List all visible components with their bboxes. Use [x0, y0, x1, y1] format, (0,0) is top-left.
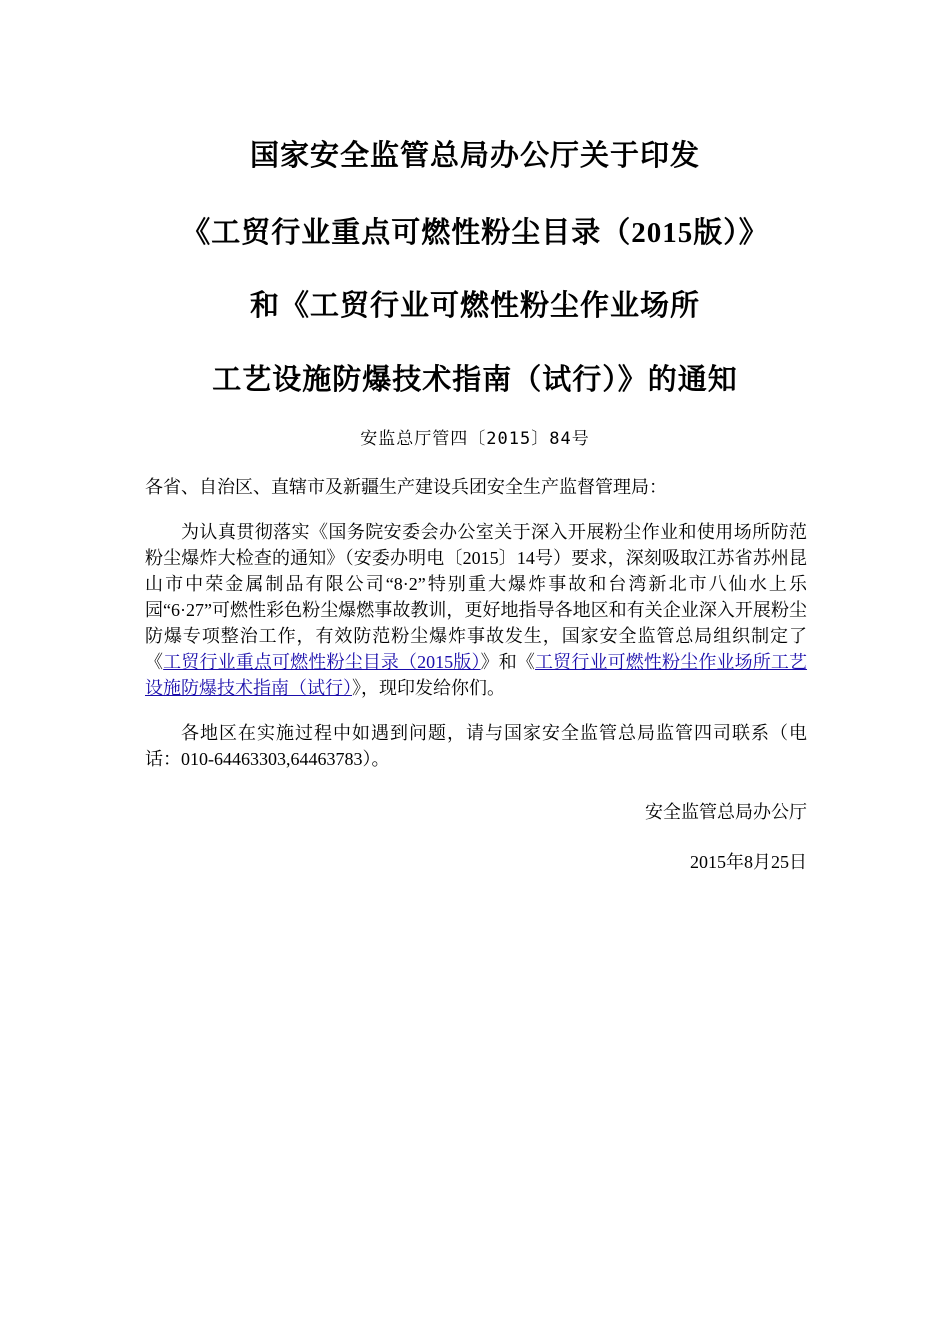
- link-explosion-guide[interactable]: 工贸行业可燃性粉尘作业场所工艺设施防爆技术指南（试行）: [145, 652, 808, 698]
- document-number: 安监总厅管四〔2015〕84号: [360, 429, 590, 449]
- link-dust-catalog[interactable]: 工贸行业重点可燃性粉尘目录（2015版）: [163, 652, 481, 672]
- paragraph-1-text-a: 为认真贯彻落实《国务院安委会办公室关于深入开展粉尘作业和使用场所防范粉尘爆炸大检查的通知》（安委办明电〔2015〕14号）要求，深刻吸取江苏省苏州昆山市中荣金属制品有限公司“8·2”特别重大爆炸事故和台湾新北市八仙水上乐园“6·27”可燃性彩色粉尘爆燃事故教训，更好地指导各地区和有关企业深入开展粉尘防爆专项整治工作，有效防范粉尘爆炸事故发生，国家安全监管总局组织制定了《: [145, 522, 807, 672]
- body-paragraph-2: 各地区在实施过程中如遇到问题，请与国家安全监管总局监管四司联系（电话：010-64463303,64463783）。: [145, 723, 807, 769]
- signature: 安全监管总局办公厅: [645, 802, 807, 822]
- date: 2015年8月25日: [690, 852, 807, 872]
- paragraph-1-text-b: 》和《: [480, 652, 536, 672]
- body-paragraph-1: [145, 519, 807, 701]
- title-line-4: 工艺设施防爆技术指南（试行）》的通知: [212, 364, 738, 396]
- title-line-1: 国家安全监管总局办公厅关于印发: [249, 140, 700, 172]
- title-line-3: 和《工贸行业可燃性粉尘作业场所: [249, 290, 700, 322]
- title-line-2: 《工贸行业重点可燃性粉尘目录（2015版）》: [181, 217, 769, 249]
- paragraph-1-text-c: 》，现印发给你们。: [352, 678, 505, 698]
- salutation: 各省、自治区、直辖市及新疆生产建设兵团安全生产监督管理局：: [145, 477, 667, 497]
